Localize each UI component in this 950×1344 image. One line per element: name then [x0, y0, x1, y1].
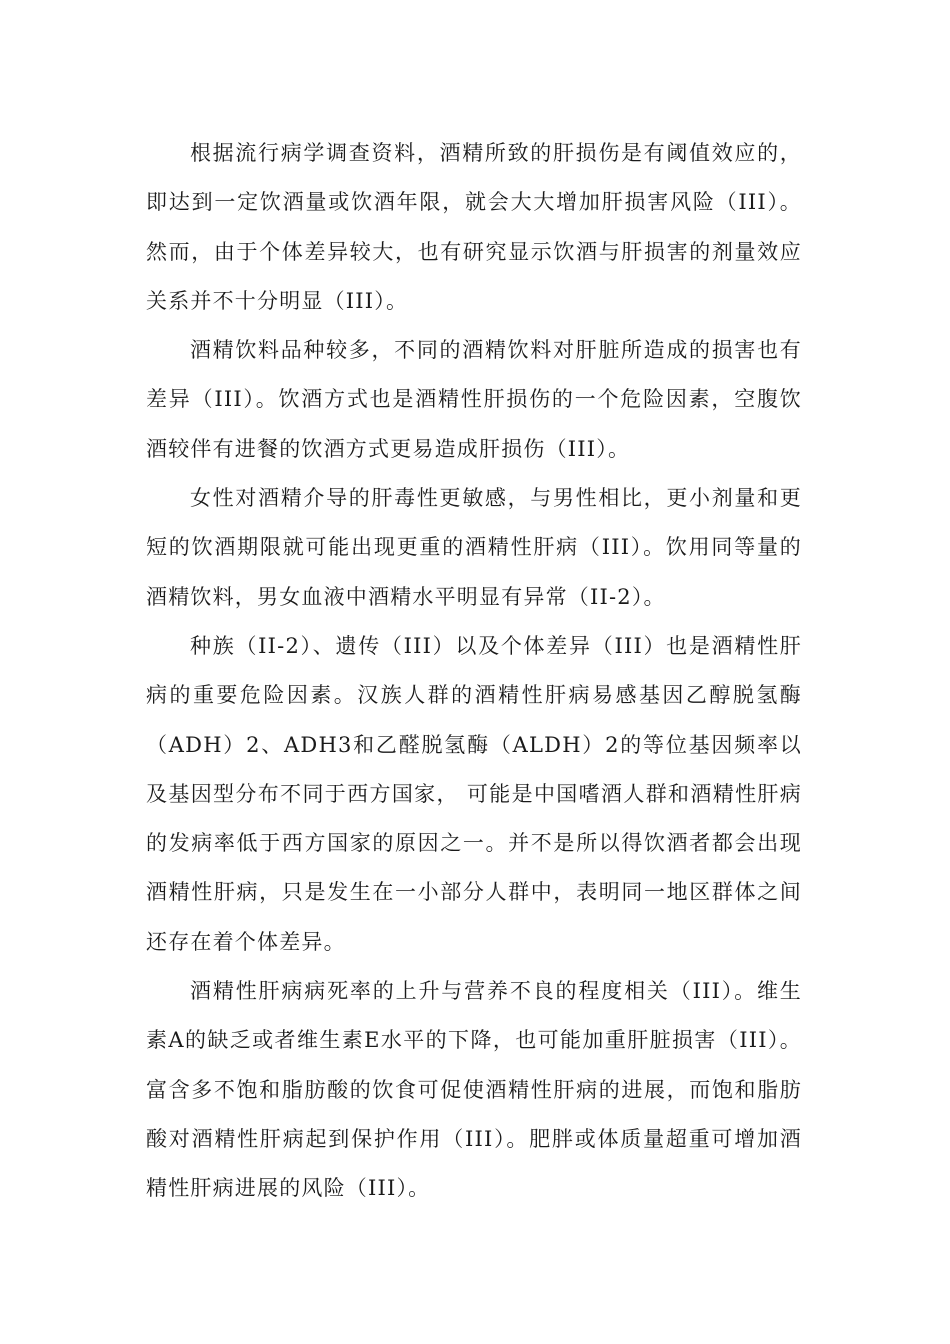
paragraph-race-genetics: 种族（II-2）、遗传（III）以及个体差异（III）也是酒精性肝病的重要危险因素。汉族人群的酒精性肝病易感基因乙醇脱氢酶（ADH）2、ADH3和乙醛脱氢酶（ALDH）2的等位基因频率以及基因型分布不同于西方国家， 可能是中国嗜酒人群和酒精性肝病的发病率低于西方国家的原因之一。并不是所以得饮酒者都会出现酒精性肝病，只是发生在一小部分人群中，表明同一地区群体之间还存在着个体差异。: [146, 633, 802, 954]
document-body: [146, 129, 802, 1214]
paragraph-gender: 女性对酒精介导的肝毒性更敏感，与男性相比，更小剂量和更短的饮酒期限就可能出现更重的酒精性肝病（III）。饮用同等量的酒精饮料，男女血液中酒精水平明显有异常（II-2）。: [146, 486, 802, 609]
paragraph-threshold-effect: 根据流行病学调查资料，酒精所致的肝损伤是有阈值效应的，即达到一定饮酒量或饮酒年限，就会大大增加肝损害风险（III）。然而，由于个体差异较大，也有研究显示饮酒与肝损害的剂量效应关系并不十分明显（III）。: [146, 141, 802, 313]
paragraph-drink-types: 酒精饮料品种较多，不同的酒精饮料对肝脏所造成的损害也有差异（III）。饮酒方式也是酒精性肝损伤的一个危险因素，空腹饮酒较伴有进餐的饮酒方式更易造成肝损伤（III）。: [146, 338, 802, 461]
paragraph-nutrition: 酒精性肝病病死率的上升与营养不良的程度相关（III）。维生素A的缺乏或者维生素E水平的下降，也可能加重肝脏损害（III）。富含多不饱和脂肪酸的饮食可促使酒精性肝病的进展，而饱和脂肪酸对酒精性肝病起到保护作用（III）。肥胖或体质量超重可增加酒精性肝病进展的风险（III）。: [146, 979, 802, 1201]
